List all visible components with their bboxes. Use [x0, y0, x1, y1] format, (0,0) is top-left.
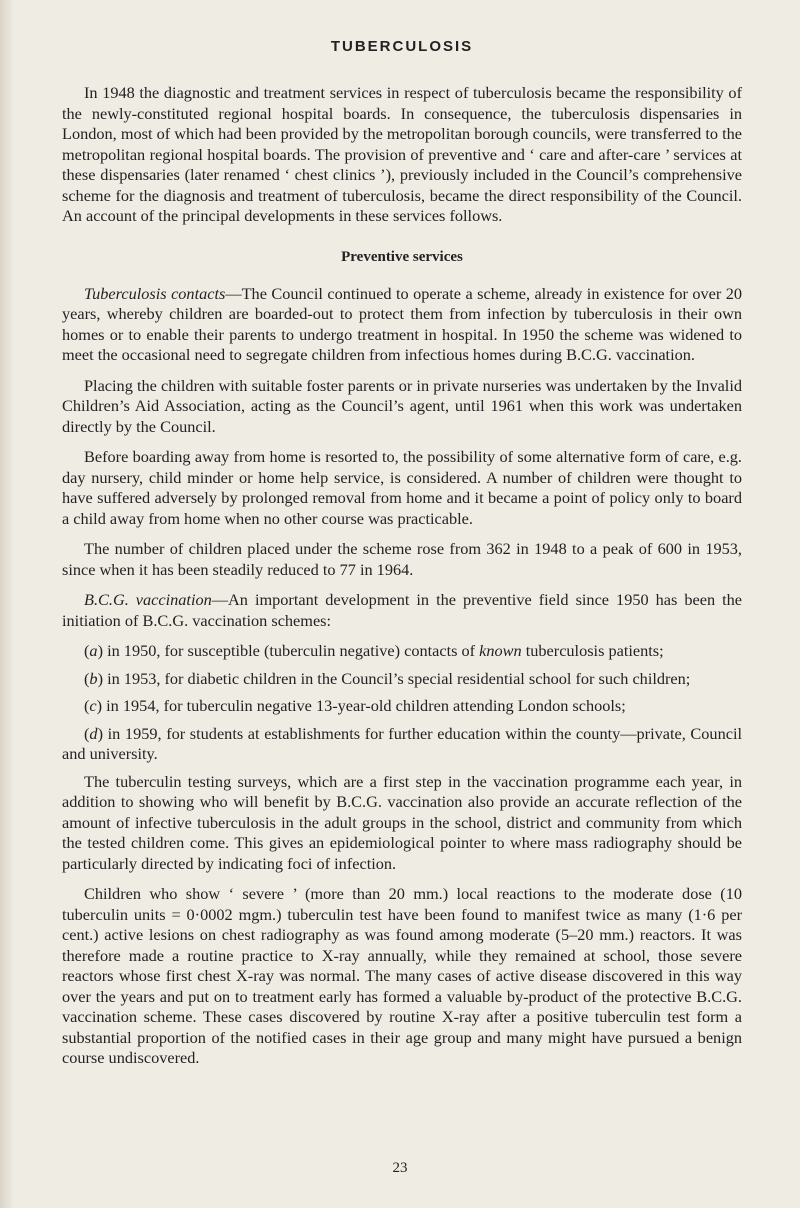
- bcg-text: —An important development in the preventive field since 1950 has been the initiation of B.C.G. vaccination schemes:: [62, 590, 743, 630]
- severe-reactions-paragraph: Children who show ‘ severe ’ (more than 20 mm.) local reactions to the moderate dose (10 tuberculin units = 0·0002 mgm.) tuberculin test have been found to manifest twice as many (1·6 per cent.) active lesions on chest radiography as was found among moderate (5–20 mm.) reactors. It was therefore made a routine practice to X-ray annually, while they remained at school, those severe reactors whose first chest X-ray was normal. The many cases of active disease discovered in this way over the years and put on to treatment early has formed a valuable by-product of the protective B.C.G. vaccination scheme. These cases discovered by routine X-ray after a positive tuberculin test form a substantial proportion of the notified cases in their age group and many might have pursued a benign course undiscovered.: [62, 884, 742, 1067]
- list-item: (c) in 1954, for tuberculin negative 13-year-old children attending London schools;: [84, 696, 626, 715]
- intro-paragraph: In 1948 the diagnostic and treatment services in respect of tuberculosis became the responsibility of the newly-constituted regional hospital boards. In consequence, the tuberculosis dispensaries in London, most of which had been provided by the metropolitan borough councils, were transferred to the metropolitan regional hospital boards. The provision of preventive and ‘ care and after-care ’ services at these dispensaries (later renamed ‘ chest clinics ’), previously included in the Council’s comprehensive scheme for the diagnosis and treatment of tuberculosis, became the direct responsibility of the Council. An account of the principal developments in these services follows.: [62, 83, 742, 225]
- contacts-lead: Tuberculosis contacts: [84, 283, 226, 303]
- placing-paragraph: Placing the children with suitable foster parents or in private nurseries was undertaken by the Invalid Children’s Aid Association, acting as the Council’s agent, until 1961 when this work was undertaken directly by the Council.: [62, 375, 742, 436]
- list-item-letter: d: [89, 723, 98, 743]
- list-item-text: in 1950, for susceptible (tuberculin negative) contacts of: [107, 641, 480, 660]
- list-item-letter: b: [89, 668, 98, 688]
- list-item: (b) in 1953, for diabetic children in the Council’s special residential school for such children;: [84, 668, 691, 688]
- bcg-paragraph: [62, 590, 742, 631]
- section-heading: Preventive services: [341, 248, 463, 265]
- list-item-letter: c: [89, 696, 97, 715]
- page-binding-edge: [0, 0, 14, 1208]
- contacts-paragraph: [62, 284, 742, 366]
- list-item-text: in 1953, for diabetic children in the Council’s special residential school for such children;: [107, 668, 691, 688]
- document-body: [62, 38, 742, 1079]
- list-item-text: in 1959, for students at establishments for further education within the county—private, Council and university.: [62, 723, 742, 763]
- list-item-text: in 1954, for tuberculin negative 13-year-old children attending London schools;: [106, 696, 626, 715]
- page-title: TUBERCULOSIS: [330, 38, 474, 55]
- list-item: (d) in 1959, for students at establishments for further education within the county—private, Council and university.: [62, 723, 742, 763]
- numbers-paragraph: The number of children placed under the scheme rose from 362 in 1948 to a peak of 600 in 1953, since when it has been steadily reduced to 77 in 1964.: [62, 539, 742, 579]
- list-item-text-end: tuberculosis patients;: [521, 641, 664, 660]
- page-number: 23: [392, 1160, 408, 1176]
- bcg-lead: B.C.G. vaccination: [84, 590, 212, 609]
- contacts-text: —The Council continued to operate a scheme, already in existence for over 20 years, whereby children are boarded-out to protect them from infection by tuberculosis in their own homes or to enable their parents to undergo treatment in hospital. In 1950 the scheme was widened to meet the occasional need to segregate children from infectious homes during B.C.G. vaccination.: [62, 283, 743, 364]
- surveys-paragraph: The tuberculin testing surveys, which are a first step in the vaccination programme each year, in addition to showing who will benefit by B.C.G. vaccination also provide an accurate reflection of the amount of infective tuberculosis in the adult groups in the school, district and community from which the tested children come. This gives an epidemiological pointer to where mass radiography should be particularly directed by indicating foci of infection.: [62, 771, 742, 873]
- list-item-emphasis: known: [479, 641, 522, 660]
- list-item: (a) in 1950, for susceptible (tuberculin negative) contacts of known tuberculosis patients;: [84, 641, 664, 660]
- list-item-letter: a: [89, 641, 98, 660]
- boarding-paragraph: Before boarding away from home is resorted to, the possibility of some alternative form of care, e.g. day nursery, child minder or home help service, is considered. A number of children were thought to have suffered adversely by prolonged removal from home and it became a point of policy only to board a child away from home when no other course was practicable.: [62, 447, 742, 528]
